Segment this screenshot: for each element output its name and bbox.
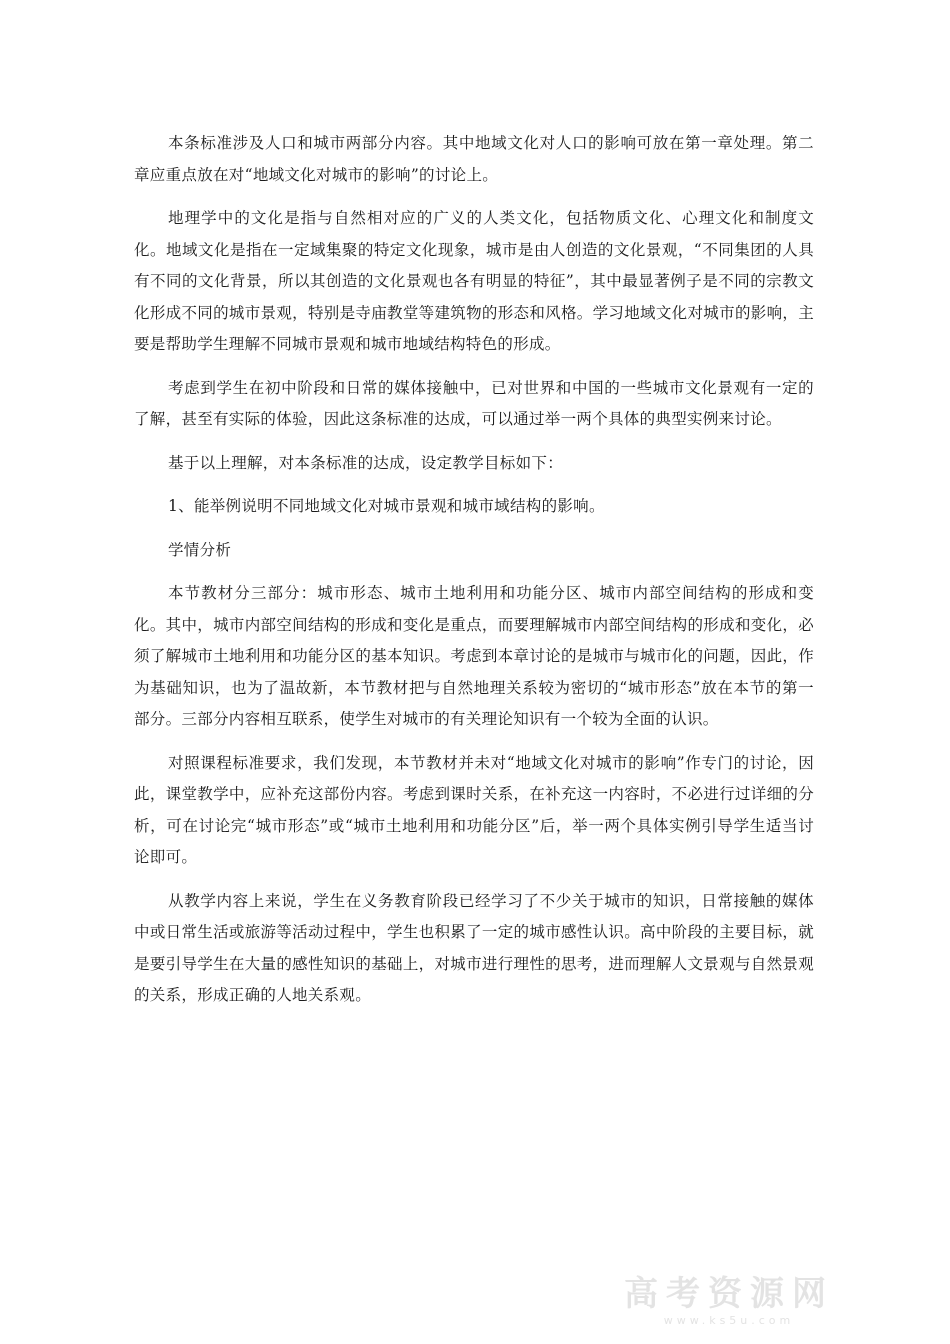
watermark-text: 高考资源网 xyxy=(624,1274,834,1314)
paragraph-9: 从教学内容上来说，学生在义务教育阶段已经学习了不少关于城市的知识，日常接触的媒体中或日常生活或旅游等活动过程中，学生也积累了一定的城市感性认识。高中阶段的主要目标，就是要引导学生在大量的感性知识的基础上，对城市进行理性的思考，进而理解人文景观与自然景观的关系，形成正确的人地关系观。 xyxy=(134,891,814,1004)
paragraph-5-objective: 1、能举例说明不同地域文化对城市景观和城市域结构的影响。 xyxy=(168,497,605,515)
watermark xyxy=(624,1274,834,1328)
paragraph-2: 地理学中的文化是指与自然相对应的广义的人类文化，包括物质文化、心理文化和制度文化。地域文化是指在一定域集聚的特定文化现象，城市是由人创造的文化景观，“不同集团的人具有不同的文化背景，所以其创造的文化景观也各有明显的特征”，其中最显著例子是不同的宗教文化形成不同的城市景观，特别是寺庙教堂等建筑物的形态和风格。学习地域文化对城市的影响，主要是帮助学生理解不同城市景观和城市地域结构特色的形成。 xyxy=(134,209,814,353)
paragraph-1: 本条标准涉及人口和城市两部分内容。其中地域文化对人口的影响可放在第一章处理。第二章应重点放在对“地域文化对城市的影响”的讨论上。 xyxy=(134,134,814,184)
paragraph-7: 本节教材分三部分：城市形态、城市土地利用和功能分区、城市内部空间结构的形成和变化。其中，城市内部空间结构的形成和变化是重点，而要理解城市内部空间结构的形成和变化，必须了解城市土地利用和功能分区的基本知识。考虑到本章讨论的是城市与城市化的问题，因此，作为基础知识，也为了温故新，本节教材把与自然地理关系较为密切的“城市形态”放在本节的第一部分。三部分内容相互联系，使学生对城市的有关理论知识有一个较为全面的认识。 xyxy=(134,584,814,728)
paragraph-8: 对照课程标准要求，我们发现，本节教材并未对“地域文化对城市的影响”作专门的讨论，因此，课堂教学中，应补充这部份内容。考虑到课时关系，在补充这一内容时，不必进行过详细的分析，可在讨论完“城市形态”或“城市土地利用和功能分区”后，举一两个具体实例引导学生适当讨论即可。 xyxy=(134,753,814,866)
section-heading-student-analysis: 学情分析 xyxy=(168,540,232,559)
document-body xyxy=(134,128,814,1024)
paragraph-4: 基于以上理解，对本条标准的达成，设定教学目标如下： xyxy=(168,453,564,472)
watermark-url: www.ks5u.com xyxy=(663,1314,795,1327)
paragraph-3: 考虑到学生在初中阶段和日常的媒体接触中，已对世界和中国的一些城市文化景观有一定的了解，甚至有实际的体验，因此这条标准的达成，可以通过举一两个具体的典型实例来讨论。 xyxy=(134,378,814,428)
